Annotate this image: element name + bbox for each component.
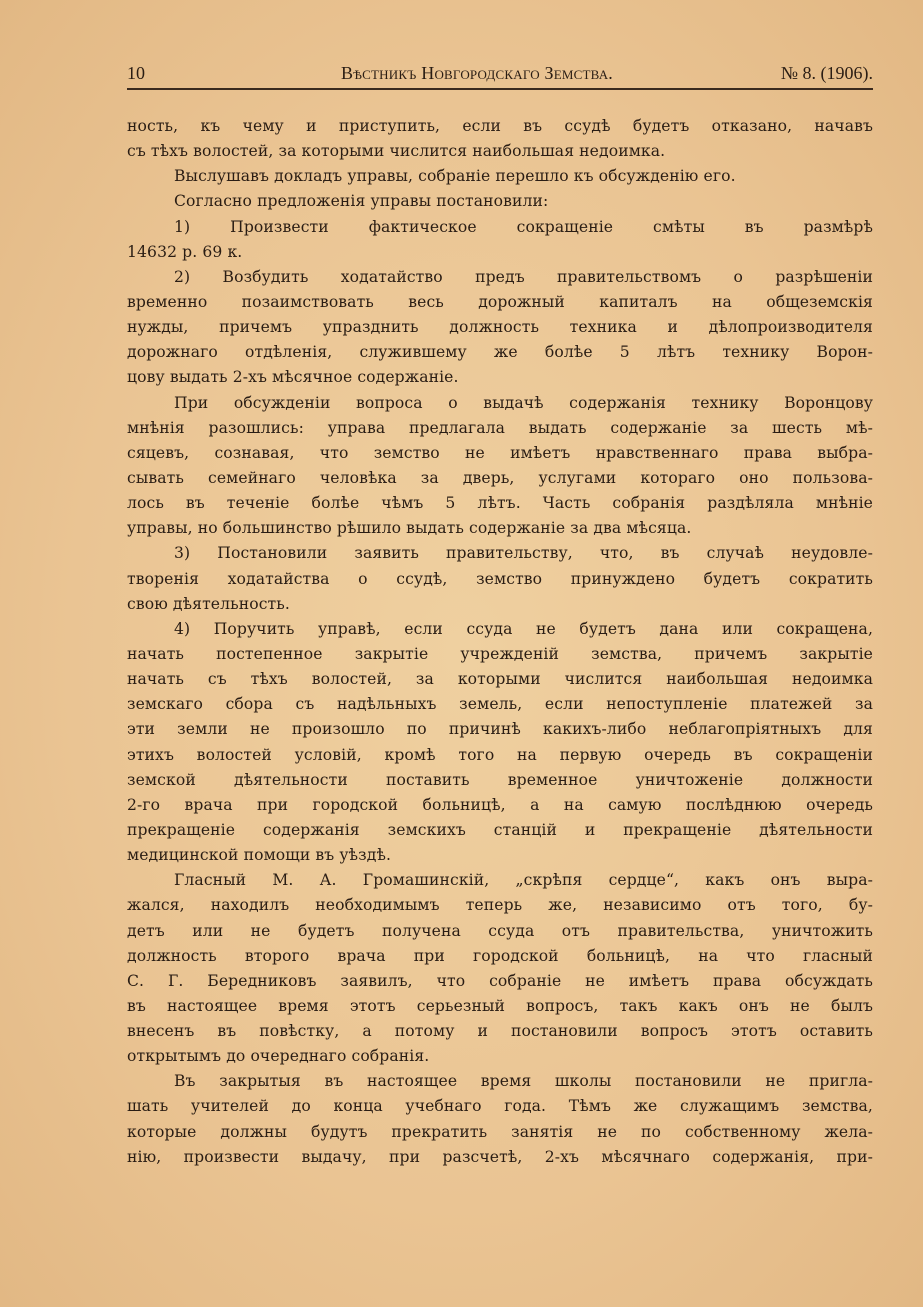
text-line: жался, находилъ необходимымъ теперь же, независимо отъ того, бу-: [127, 896, 873, 915]
text-line: Въ закрытыя въ настоящее время школы постановили не пригла-: [174, 1072, 873, 1091]
text-line: С. Г. Бередниковъ заявилъ, что собраніе не имѣетъ права обсуждать: [127, 971, 873, 990]
text-line: 3) Постановили заявить правительству, что, въ случаѣ неудовле-: [174, 544, 873, 563]
text-line: ность, къ чему и приступить, если въ ссудѣ будетъ отказано, начавъ: [127, 117, 873, 135]
text-line: 4) Поручить управѣ, если ссуда не будетъ дана или сокращена,: [174, 619, 873, 638]
text-line: нію, произвести выдачу, при разсчетѣ, 2-хъ мѣсячнаго содержанія, при-: [127, 1147, 873, 1166]
issue-number: № 8. (1906).: [780, 63, 873, 83]
text-line: начать съ тѣхъ волостей, за которыми числится наибольшая недоимка: [127, 670, 873, 689]
text-line: сяцевъ, сознавая, что земство не имѣетъ нравственнаго права выбра-: [127, 443, 873, 462]
text-line: земской дѣятельности поставить временное уничтоженіе должности: [127, 770, 873, 789]
text-line: земскаго сбора съ надѣльныхъ земель, если непоступленіе платежей за: [127, 695, 873, 714]
text-line: открытымъ до очереднаго собранія.: [127, 1047, 430, 1066]
body-text: [127, 114, 873, 1170]
text-line: начать постепенное закрытіе учрежденій земства, причемъ закрытіе: [127, 644, 873, 663]
page-number: 10: [127, 63, 145, 83]
text-line: управы, но большинство рѣшило выдать содержаніе за два мѣсяца.: [127, 519, 692, 538]
text-line: мнѣнія разошлись: управа предлагала выдать содержаніе за шесть мѣ-: [127, 418, 873, 437]
text-line: свою дѣятельность.: [127, 594, 290, 613]
running-header: [127, 60, 873, 86]
text-line: Гласный М. А. Громашинскій, „скрѣпя сердце“, какъ онъ выра-: [174, 871, 873, 890]
journal-title: Вѣстникъ Новгородскаго Земства.: [341, 63, 613, 83]
text-line: 2) Возбудить ходатайство предъ правительствомъ о разрѣшеніи: [174, 267, 873, 286]
text-line: должность второго врача при городской больницѣ, на что гласный: [127, 946, 873, 965]
text-line: лось въ теченіе болѣе чѣмъ 5 лѣтъ. Часть собранія раздѣляла мнѣніе: [127, 494, 873, 513]
text-line: этихъ волостей условій, кромѣ того на первую очередь въ сокращеніи: [127, 745, 873, 764]
text-line: 2-го врача при городской больницѣ, а на самую послѣднюю очередь: [127, 795, 873, 814]
text-line: шать учителей до конца учебнаго года. Тѣмъ же служащимъ земства,: [127, 1097, 873, 1116]
text-line: дорожнаго отдѣленія, служившему же болѣе 5 лѣтъ технику Ворон-: [127, 343, 873, 362]
header-rule: [127, 88, 873, 90]
text-line: которые должны будутъ прекратить занятія не по собственному жела-: [127, 1122, 873, 1141]
text-line: цову выдать 2-хъ мѣсячное содержаніе.: [127, 368, 459, 387]
text-line: творенія ходатайства о ссудѣ, земство принуждено будетъ сократить: [127, 569, 873, 588]
text-line: въ настоящее время этотъ серьезный вопросъ, такъ какъ онъ не былъ: [127, 996, 873, 1015]
text-line: 1) Произвести фактическое сокращеніе смѣты въ размѣрѣ: [174, 217, 873, 236]
text-line: Выслушавъ докладъ управы, собраніе перешло къ обсужденію его.: [174, 167, 736, 186]
text-line: прекращеніе содержанія земскихъ станцій и прекращеніе дѣятельности: [127, 820, 873, 839]
text-line: медицинской помощи въ уѣздѣ.: [127, 846, 392, 865]
text-line: Согласно предложенія управы постановили:: [174, 192, 549, 211]
text-line: сывать семейнаго человѣка за дверь, услугами котораго оно пользова-: [127, 468, 873, 487]
text-line: 14632 р. 69 к.: [127, 242, 243, 261]
text-line: нужды, причемъ упразднить должность техника и дѣлопроизводителя: [127, 318, 873, 337]
text-line: детъ или не будетъ получена ссуда отъ правительства, уничтожить: [127, 921, 873, 940]
text-line: При обсужденіи вопроса о выдачѣ содержанія технику Воронцову: [174, 393, 873, 412]
text-line: внесенъ въ повѣстку, а потому и постановили вопросъ этотъ оставить: [127, 1022, 873, 1041]
text-line: эти земли не произошло по причинѣ какихъ-либо неблагопріятныхъ для: [127, 720, 873, 739]
text-line: временно позаимствовать весь дорожный капиталъ на общеземскія: [127, 292, 873, 311]
text-line: съ тѣхъ волостей, за которыми числится наибольшая недоимка.: [127, 142, 666, 161]
